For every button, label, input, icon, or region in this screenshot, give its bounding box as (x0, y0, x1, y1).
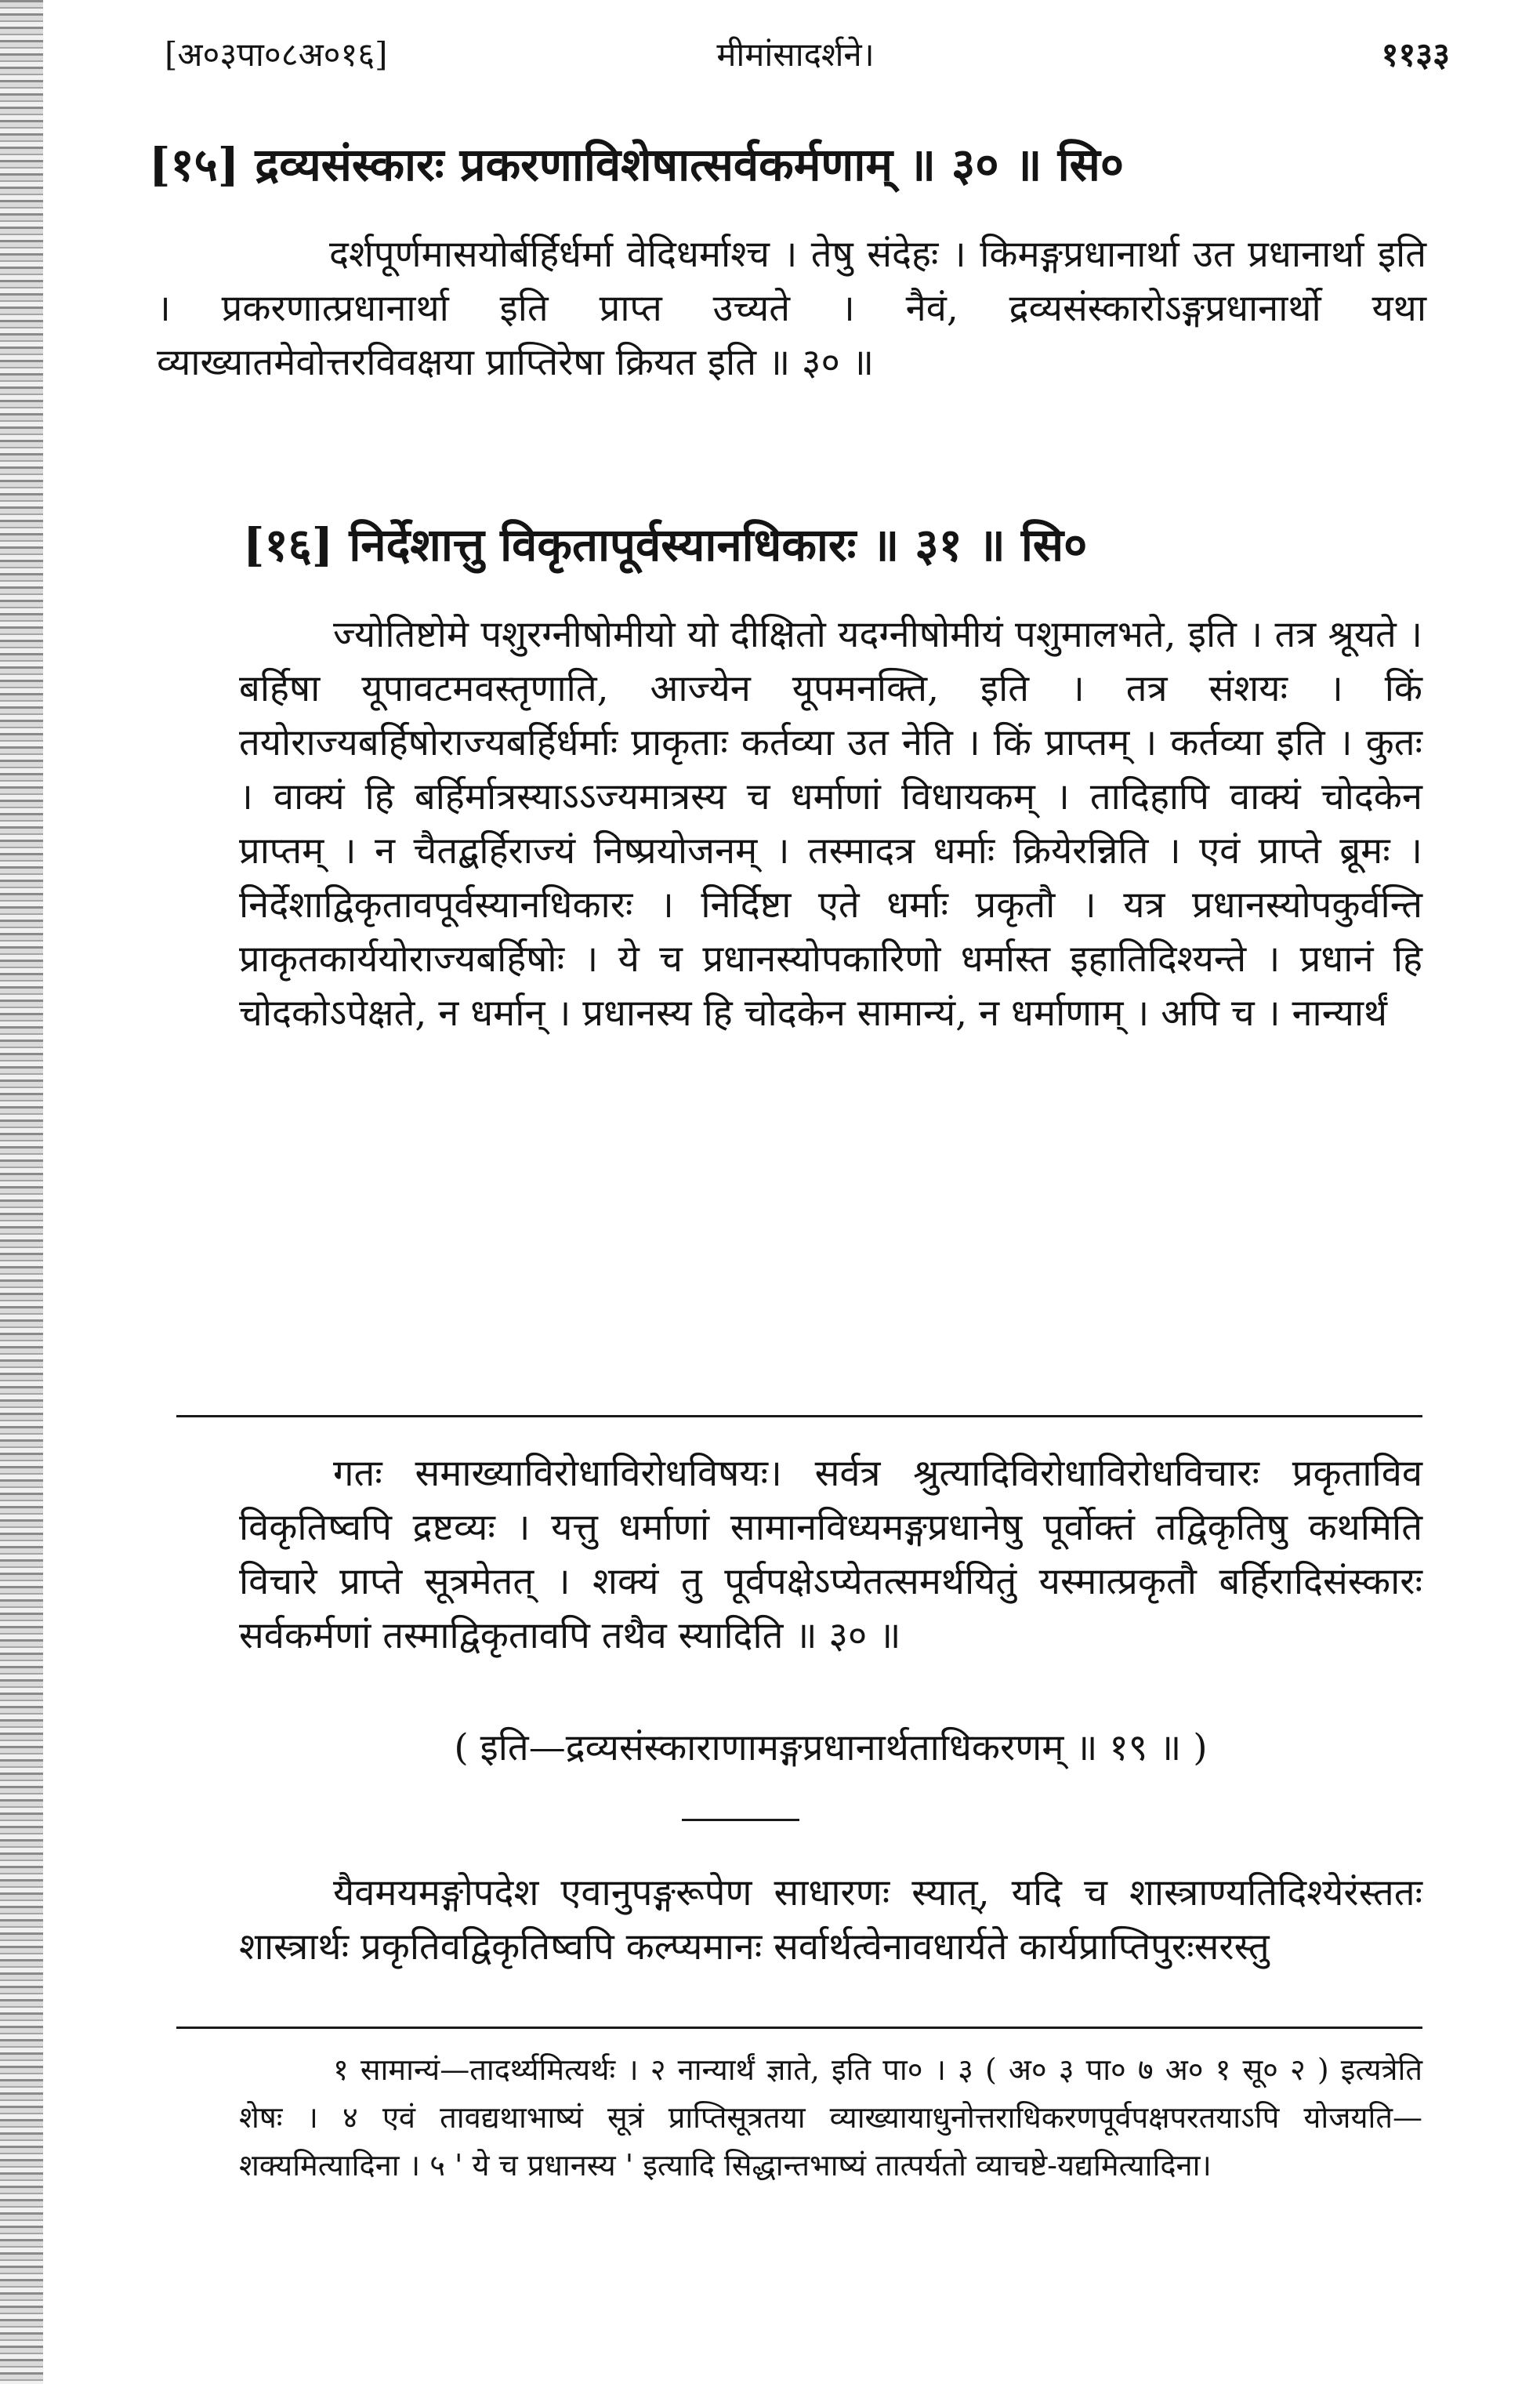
book-page (141, 31, 1450, 2360)
sutra-15: [१५] द्रव्यसंस्कारः प्रकरणाविशेषात्सर्वकर्मणाम् ॥ ३० ॥ सि० (149, 138, 1124, 191)
bhashya-paragraph-15: दर्शपूर्णमासयोर्बर्हिर्धर्मा वेदिधर्माश्च । तेषु संदेहः । किमङ्गप्रधानार्था उत प्रधानार्था इति । प्रकरणात्प्रधानार्था इति प्राप्त उच्यते । नैवं, द्रव्यसंस्कारोऽङ्गप्रधानार्थो यथा व्याख्यातमेवोत्तरविवक्षया प्राप्तिरेषा क्रियत इति ॥ ३० ॥ (157, 233, 1426, 384)
footnotes: १ सामान्यं—तादर्थ्यमित्यर्थः । २ नान्यार्थं ज्ञाते, इति पा० । ३ ( अ० ३ पा० ७ अ० १ सू० २ ) इत्यत्रेति शेषः । ४ एवं तावद्यथाभाष्यं सूत्रं प्राप्तिसूत्रतया व्याख्यायाधुनोत्तराधिकरणपूर्वपक्षपरतयाऽपि योजयति—शक्यमित्यादिना । ५ ' ये च प्रधानस्य ' इत्यादि सिद्धान्तभाष्यं तात्पर्यतो व्याचष्टे-यद्यमित्यादिना। (239, 2052, 1422, 2183)
tika-paragraph: गतः समाख्याविरोधाविरोधविषयः। सर्वत्र श्रुत्यादिविरोधाविरोधविचारः प्रकृताविव विकृतिष्वपि द्रष्टव्यः । यत्तु धर्माणां सामानविध्यमङ्गप्रधानेषु पूर्वोक्तं तद्विकृतिषु कथमिति विचारे प्राप्ते सूत्रमेतत् । शक्यं तु पूर्वपक्षेऽप्येतत्समर्थयितुं यस्मात्प्रकृतौ बर्हिरादिसंस्कारः सर्वकर्मणां तस्माद्विकृतावपि तथैव स्यादिति ॥ ३० ॥ (239, 1452, 1422, 1657)
bhashya-paragraph-16: ज्योतिष्टोमे पशुरग्नीषोमीयो यो दीक्षितो यदग्नीषोमीयं पशुमालभते, इति । तत्र श्रूयते । बर्हिषा यूपावटमवस्तृणाति, आज्येन यूपमनक्ति, इति । तत्र संशयः । किं तयोराज्यबर्हिषोराज्यबर्हिर्धर्माः प्राकृताः कर्तव्या उत नेति । किं प्राप्तम् । कर्तव्या इति । कुतः । वाक्यं हि बर्हिर्मात्रस्याऽऽज्यमात्रस्य च धर्माणां विधायकम् । तादिहापि वाक्यं चोदकेन प्राप्तम् । न चैतद्बर्हिराज्यं निष्प्रयोजनम् । तस्मादत्र धर्माः क्रियेरन्निति । एवं प्राप्ते ब्रूमः । निर्देशाद्विकृतावपूर्वस्यानधिकारः । निर्दिष्टा एते धर्माः प्रकृतौ । यत्र प्रधानस्योपकुर्वन्ति प्राकृतकार्ययोराज्यबर्हिषोः । ये च प्रधानस्योपकारिणो धर्मास्त इहातिदिश्यन्ते । प्रधानं हि चोदकोऽपेक्षते, न धर्मान् । प्रधानस्य हि चोदकेन सामान्यं, न धर्माणाम् । अपि च । नान्यार्थं (239, 613, 1422, 1035)
sutra-16: [१६] निर्देशात्तु विकृतापूर्वस्यानधिकारः ॥ ३१ ॥ सि० (243, 518, 1088, 572)
header-reference: [अ०३पा०८अ०१६] (165, 35, 388, 74)
commentary-divider (176, 1415, 1422, 1417)
adhikarana-closing: ( इति—द्रव्यसंस्काराणामङ्गप्रधानार्थताधिकरणम् ॥ १९ ॥ ) (454, 1726, 1208, 1769)
page-binding-edge (0, 0, 43, 2384)
page-number: ११३३ (1381, 35, 1450, 74)
running-header (141, 31, 1450, 78)
header-title: मीमांसादर्शने। (716, 35, 875, 74)
section-divider (682, 1819, 799, 1821)
footnote-divider (176, 2027, 1422, 2029)
tika-paragraph-2: यैवमयमङ्गोपदेश एवानुपङ्गरूपेण साधारणः स्यात्, यदि च शास्त्राण्यतिदिश्येरंस्ततः शास्त्रार्थः प्रकृतिवद्विकृतिष्वपि कल्प्यमानः सर्वार्थत्वेनावधार्यते कार्यप्राप्तिपुरःसरस्तु (239, 1871, 1422, 1969)
